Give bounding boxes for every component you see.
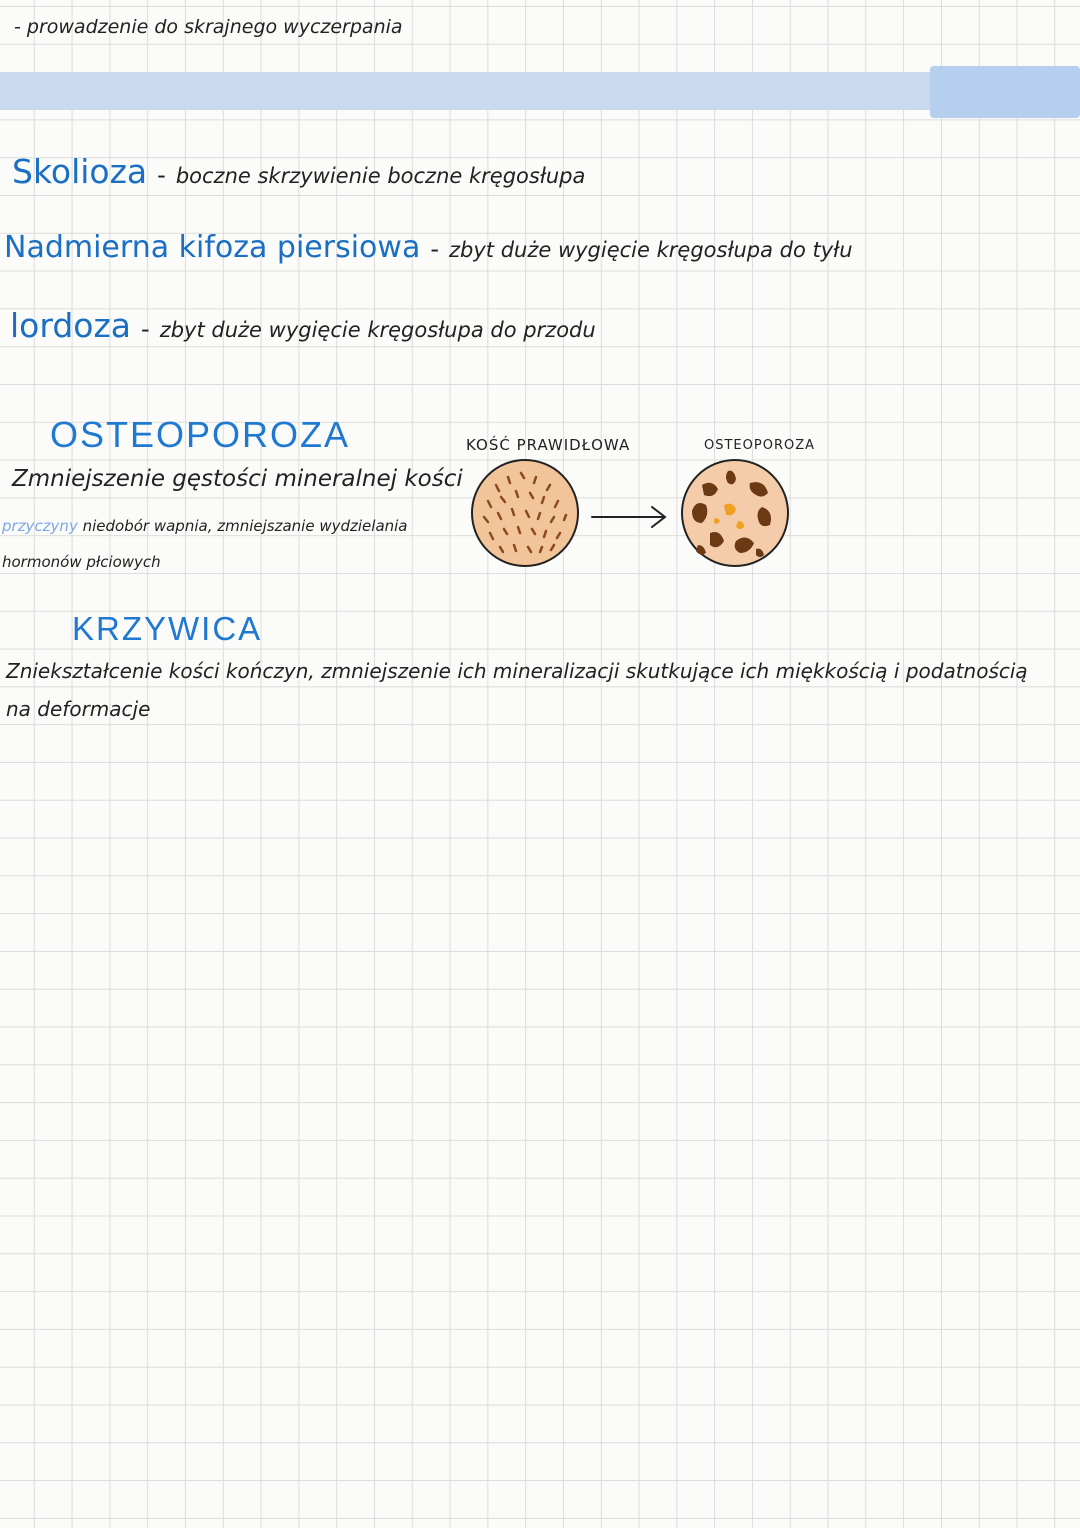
description-skolioza: boczne skrzywienie boczne kręgosłupa bbox=[175, 164, 586, 188]
osteoporoza-causes bbox=[2, 508, 422, 580]
separator: - bbox=[141, 315, 150, 343]
causes-text: niedobór wapnia, zmniejszanie wydzielania hormonów płciowych bbox=[2, 517, 408, 571]
separator: - bbox=[157, 161, 166, 189]
arrow-right-icon bbox=[592, 507, 665, 527]
term-lordoza: lordoza bbox=[10, 306, 132, 345]
separator: - bbox=[430, 235, 439, 263]
osteoporotic-bone-label: OSTEOPOROZA bbox=[704, 438, 816, 453]
description-kifoza: zbyt duże wygięcie kręgosłupa do tyłu bbox=[449, 238, 853, 262]
krzywica-title: KRZYWICA bbox=[72, 610, 263, 647]
definition-kifoza bbox=[4, 230, 853, 265]
description-lordoza: zbyt duże wygięcie kręgosłupa do przodu bbox=[159, 318, 596, 342]
definition-skolioza bbox=[12, 152, 585, 191]
highlight-band-accent bbox=[930, 66, 1080, 118]
highlight-band bbox=[0, 72, 1080, 110]
healthy-bone-icon bbox=[472, 460, 578, 566]
krzywica-description: Zniekształcenie kości kończyn, zmniejszenie ich mineralizacji skutkujące ich miękkością i podatnością na deformacje bbox=[6, 659, 1028, 721]
osteoporoza-description: Zmniejszenie gęstości mineralnej kości bbox=[12, 466, 463, 492]
term-kifoza: Nadmierna kifoza piersiowa bbox=[4, 230, 421, 265]
healthy-bone-label: KOŚĆ PRAWIDŁOWA bbox=[466, 436, 631, 454]
causes-label: przyczyny bbox=[2, 517, 78, 535]
top-note: - prowadzenie do skrajnego wyczerpania bbox=[14, 16, 403, 38]
definition-lordoza bbox=[10, 306, 596, 345]
term-skolioza: Skolioza bbox=[12, 152, 148, 191]
bone-comparison-diagram bbox=[466, 455, 806, 575]
osteoporoza-title: OSTEOPOROZA bbox=[50, 414, 351, 455]
osteoporotic-bone-icon bbox=[682, 460, 788, 566]
